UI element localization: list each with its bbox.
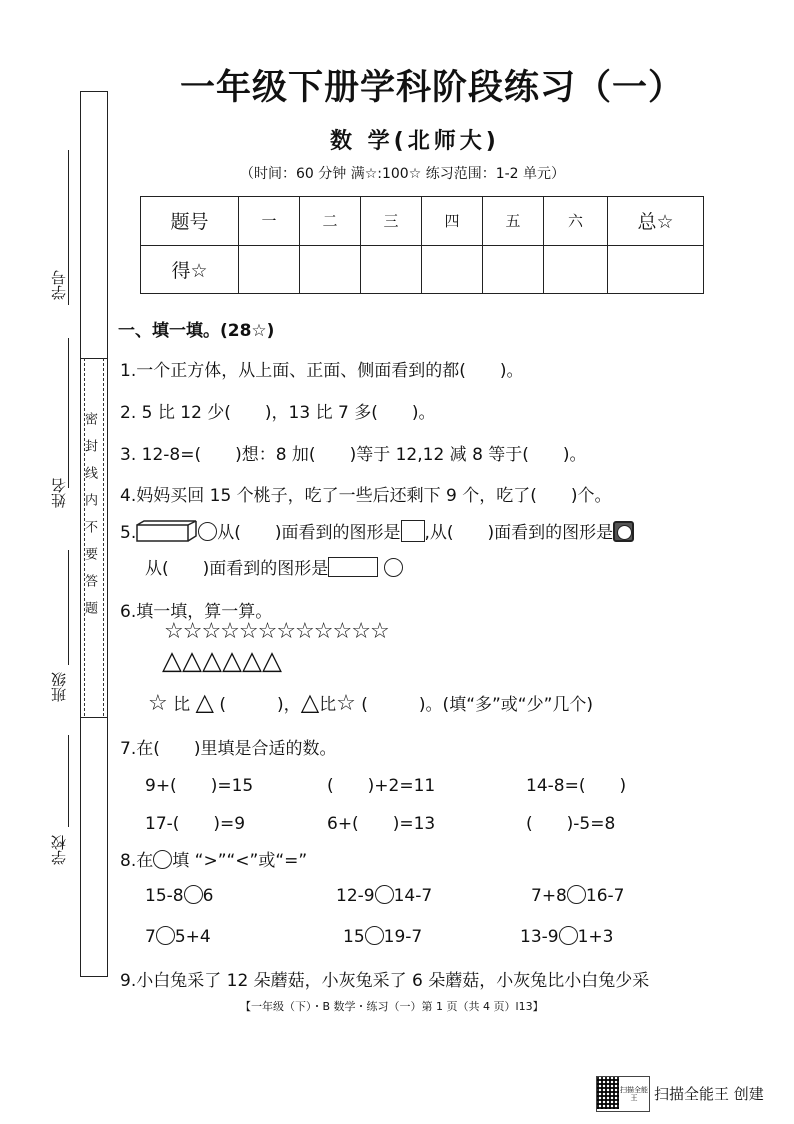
q7-expr: 17-( )=9	[145, 814, 246, 834]
score-row-label: 得☆	[141, 245, 239, 294]
score-header-cell: 二	[300, 197, 361, 246]
score-header-cell: 四	[422, 197, 483, 246]
question-2: 2. 5 比 12 少( )，13 比 7 多( )。	[120, 403, 436, 423]
rectangle-icon	[328, 557, 378, 577]
compare-circle[interactable]	[567, 885, 586, 904]
question-5: 5. 从( )面看到的图形是 ,从( )面看到的图形是	[120, 518, 634, 543]
score-header-total: 总☆	[608, 197, 704, 246]
star-row: ☆☆☆☆☆☆☆☆☆☆☆☆	[164, 619, 389, 644]
question-9: 9.小白兔采了 12 朵蘑菇，小灰兔采了 6 朵蘑菇，小灰兔比小白兔少采	[120, 971, 650, 991]
question-8: 8.在 填 “>”“<”或“=”	[120, 851, 308, 871]
score-cell[interactable]	[300, 245, 361, 294]
square-icon	[401, 520, 425, 542]
school-field[interactable]: 学校	[46, 735, 76, 885]
q8-compare: 13-9 1+3	[520, 927, 614, 947]
class-field[interactable]: 班级	[46, 550, 76, 730]
compare-circle[interactable]	[156, 926, 175, 945]
student-id-field[interactable]: 学号	[46, 150, 76, 330]
section-heading: 一、填一填。(28☆)	[118, 321, 275, 341]
score-header-cell: 一	[239, 197, 300, 246]
q7-expr: ( )+2=11	[327, 776, 436, 796]
q7-expr: 9+( )=15	[145, 776, 254, 796]
seal-line-text: 密封线内不要答题	[82, 412, 97, 628]
question-3: 3. 12-8=( )想：8 加( )等于 12,12 减 8 等于( )。	[120, 445, 587, 465]
q7-expr: 6+( )=13	[327, 814, 436, 834]
circle-icon	[153, 850, 172, 869]
triangle-icon: △	[195, 688, 215, 716]
page-footer: 【一年级（下）・B 数学・练习（一）第 1 页（共 4 页）l13】	[240, 1000, 544, 1013]
compare-circle[interactable]	[184, 885, 203, 904]
ring-icon	[613, 521, 634, 542]
q8-compare: 7+8 16-7	[531, 886, 625, 906]
score-header-label: 题号	[141, 197, 239, 246]
qr-code-icon	[597, 1077, 619, 1109]
score-cell[interactable]	[544, 245, 608, 294]
scanner-watermark: 扫描全能王 创建	[654, 1085, 764, 1103]
exam-info: （时间：60 分钟 满☆:100☆ 练习范围：1-2 单元）	[240, 166, 566, 182]
score-cell[interactable]	[422, 245, 483, 294]
score-cell[interactable]	[483, 245, 544, 294]
question-6-compare: ☆ 比 △ ( )，△比☆ ( )。(填“多”或“少”几个)	[148, 688, 594, 716]
star-icon: ☆	[336, 691, 356, 716]
score-cell[interactable]	[361, 245, 422, 294]
score-table	[140, 196, 704, 294]
question-5-line2: 从( )面看到的图形是	[145, 554, 403, 579]
score-header-cell: 五	[483, 197, 544, 246]
question-7: 7.在( )里填是合适的数。	[120, 739, 337, 759]
triangle-icon: △	[300, 688, 320, 716]
name-field[interactable]: 姓名	[46, 330, 76, 510]
score-header-cell: 三	[361, 197, 422, 246]
score-header-cell: 六	[544, 197, 608, 246]
scanner-logo: 扫描全能王	[620, 1086, 648, 1102]
q7-expr: 14-8=( )	[526, 776, 627, 796]
q8-compare: 7 5+4	[145, 927, 211, 947]
score-cell[interactable]	[239, 245, 300, 294]
q8-compare: 12-9 14-7	[336, 886, 433, 906]
compare-circle[interactable]	[559, 926, 578, 945]
compare-circle[interactable]	[375, 885, 394, 904]
circle-icon	[198, 522, 217, 541]
circle-icon	[384, 558, 403, 577]
page-title: 一年级下册学科阶段练习（一）	[180, 68, 685, 108]
subject-title: 数 学(北师大)	[330, 129, 500, 154]
star-icon: ☆	[148, 691, 168, 716]
triangle-row: △△△△△△	[162, 646, 282, 676]
q8-compare: 15 19-7	[343, 927, 423, 947]
question-6: 6.填一填，算一算。	[120, 602, 273, 622]
q7-expr: ( )-5=8	[526, 814, 616, 834]
cuboid-icon	[136, 520, 198, 542]
scanner-stamp	[596, 1076, 650, 1112]
question-1: 1.一个正方体，从上面、正面、侧面看到的都( )。	[120, 361, 524, 381]
score-cell-total[interactable]	[608, 245, 704, 294]
compare-circle[interactable]	[365, 926, 384, 945]
question-4: 4.妈妈买回 15 个桃子，吃了一些后还剩下 9 个，吃了( )个。	[120, 486, 612, 506]
q8-compare: 15-8 6	[145, 886, 214, 906]
